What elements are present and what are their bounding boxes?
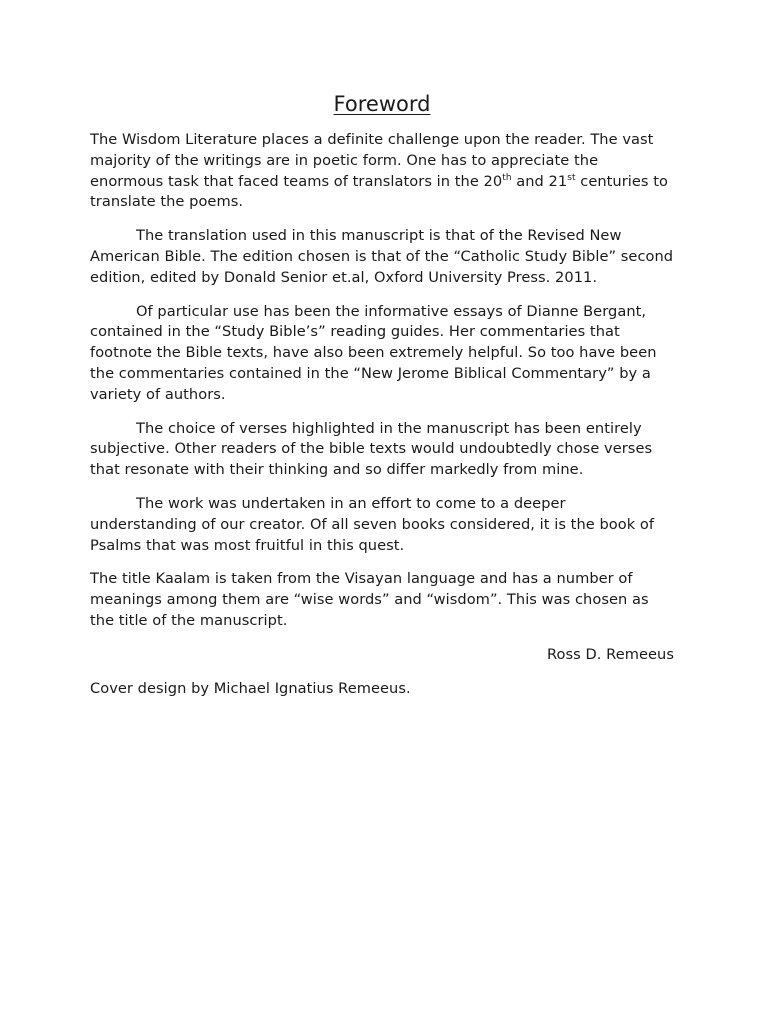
paragraph-5: The work was undertaken in an effort to come to a deeper understanding of our creator. Of all seven books considered, it is the book of Psalms that was most fruitful in this quest. (90, 494, 655, 554)
cover-credit: Cover design by Michael Ignatius Remeeus. (90, 679, 411, 697)
superscript-th: th (502, 172, 512, 183)
paragraph-1-text-c: centuries to translate the poems. (90, 172, 669, 211)
signature: Ross D. Remeeus (546, 645, 674, 663)
paragraph-6: The title Kaalam is taken from the Visayan language and has a number of meanings among them are “wise words” and “wisdom”. This was chosen as the title of the manuscript. (90, 570, 649, 629)
paragraph-1-text-b: and 21 (511, 172, 568, 190)
paragraph-1 (90, 130, 674, 213)
paragraph-3: Of particular use has been the informative essays of Dianne Bergant, contained in the “Study Bible’s” reading guides. Her commentaries that footnote the Bible texts, have also been extremely helpful. So too have been the commentaries contained in the “New Jerome Biblical Commentary” by a variety of authors. (90, 302, 657, 403)
document-page (90, 90, 674, 712)
paragraph-4: The choice of verses highlighted in the manuscript has been entirely subjective. Other readers of the bible texts would undoubtedly chose verses that resonate with their thinking and so differ markedly from mine. (90, 419, 653, 479)
page-title: Foreword (333, 92, 431, 116)
superscript-st: st (567, 172, 576, 183)
paragraph-2: The translation used in this manuscript is that of the Revised New American Bible. The edition chosen is that of the “Catholic Study Bible” second edition, edited by Donald Senior et.al, Oxford University Press. 2011. (90, 227, 674, 286)
paragraph-1-text-a: The Wisdom Literature places a definite challenge upon the reader. The vast majority of the writings are in poetic form. One has to appreciate the enormous task that faced teams of translators in the 20 (90, 131, 654, 190)
